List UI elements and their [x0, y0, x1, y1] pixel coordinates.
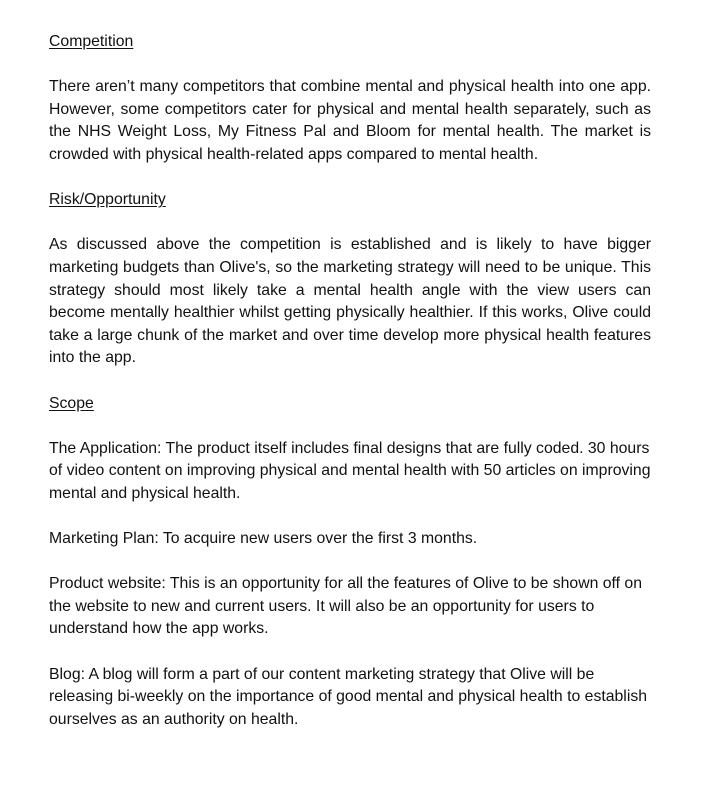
blank-line	[49, 54, 651, 77]
competition-heading: Competition	[49, 33, 134, 50]
blank-line	[49, 167, 651, 190]
scope-website-paragraph: Product website: This is an opportunity for all the features of Olive to be shown off on the website to new and current users. It will also be an opportunity for users to understand how the app works.	[49, 575, 643, 638]
scope-blog-paragraph: Blog: A blog will form a part of our content marketing strategy that Olive will be releasing bi-weekly on the importance of good mental and physical health to establish ourselves as an authority on health.	[49, 665, 648, 728]
risk-opportunity-paragraph: As discussed above the competition is established and is likely to have bigger marketing budgets than Olive's, so the marketing strategy will need to be unique. This strategy should most likely take a mental health angle with the view users can become mentally healthier whilst getting physically healthier. If this works, Olive could take a large chunk of the market and over time develop more physical health features into the app.	[49, 236, 651, 367]
blank-line	[49, 415, 651, 438]
scope-marketing-paragraph: Marketing Plan: To acquire new users over the first 3 months.	[49, 530, 478, 548]
blank-line	[49, 505, 651, 528]
blank-line	[49, 212, 651, 235]
scope-application-paragraph: The Application: The product itself includes final designs that are fully coded. 30 hours of video content on improving physical and mental health with 50 articles on improving mental and physical health.	[49, 439, 651, 502]
scope-heading: Scope	[49, 394, 94, 412]
blank-line	[49, 551, 651, 574]
competition-paragraph: There aren’t many competitors that combine mental and physical health into one app. However, some competitors cater for physical and mental health separately, such as the NHS Weight Loss, My Fitness Pal and Bloom for mental health. The market is crowded with physical health-related apps compared to mental health.	[49, 78, 651, 163]
risk-opportunity-heading: Risk/Opportunity	[49, 191, 166, 209]
blank-line	[49, 641, 651, 664]
document-body[interactable]	[49, 31, 651, 731]
blank-line	[49, 370, 651, 393]
